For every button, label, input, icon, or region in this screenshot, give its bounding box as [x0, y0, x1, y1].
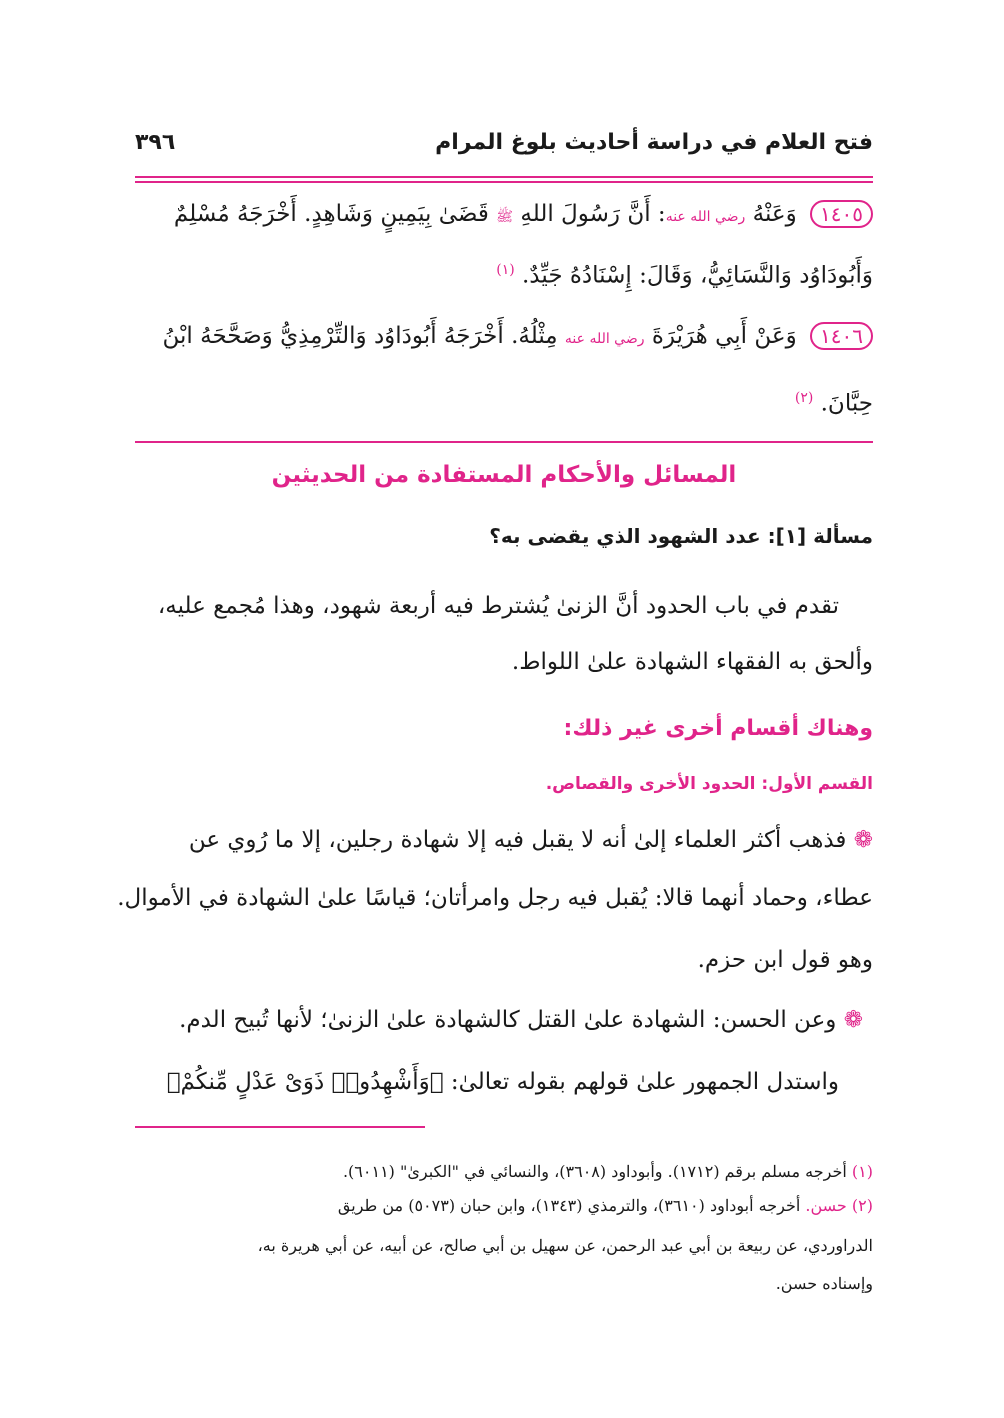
honorific-glyph: رضي الله عنه — [564, 331, 645, 347]
footnote-2-line: وإسناده حسن. — [775, 1274, 873, 1293]
footnote-2-line: الدراوردي، عن ربيعة بن أبي عبد الرحمن، عن سهيل بن أبي صالح، عن أبيه، عن أبي هريرة به، — [257, 1236, 873, 1255]
book-title: فتح العلام في دراسة أحاديث بلوغ المرام — [435, 130, 873, 155]
footnote-ref[interactable]: (١) — [496, 262, 515, 278]
paragraph-line: ❁ فذهب أكثر العلماء إلىٰ أنه لا يقبل فيه إلا شهادة رجلين، إلا ما رُوي عن — [188, 827, 873, 853]
footnote-number: (٢) — [851, 1196, 873, 1215]
header-rule — [135, 181, 873, 183]
header-rule — [135, 176, 873, 178]
page — [117, 0, 873, 1418]
footnote-ref[interactable]: (٢) — [794, 390, 814, 406]
paragraph-line: ❁ وعن الحسن: الشهادة علىٰ القتل كالشهادة علىٰ الزنىٰ؛ لأنها تُبيح الدم. — [179, 1007, 863, 1033]
page-number: ٣٩٦ — [135, 130, 176, 155]
paragraph-line: وألحق به الفقهاء الشهادة علىٰ اللواط. — [511, 649, 873, 675]
footnote-2: (٢) حسن. أخرجه أبوداود (٣٦١٠)، والترمذي (١٣٤٣)، وابن حبان (٥٠٧٣) من طريق — [337, 1196, 873, 1215]
running-header — [135, 128, 873, 168]
footnote-1: (١) أخرجه مسلم برقم (١٧١٢). وأبوداود (٣٦٠٨)، والنسائي في "الكبرىٰ" (٦٠١١). — [342, 1162, 873, 1181]
paragraph-line: تقدم في باب الحدود أنَّ الزنىٰ يُشترط فيه أربعة شهود، وهذا مُجمع عليه، — [157, 593, 839, 619]
hadith-1405-line2: وَأَبُودَاوُد وَالنَّسَائِيُّ، وَقَالَ: إِسْنَادُهُ جَيِّدٌ. $^{(١)}$ — [496, 262, 873, 289]
subheading: وهناك أقسام أخرى غير ذلك: — [563, 716, 873, 741]
question-heading: مسألة [١]: عدد الشهود الذي يقضى به؟ — [489, 524, 873, 548]
flower-ornament-icon: ❁ — [853, 827, 873, 853]
honorific-glyph: رضي الله عنه — [665, 209, 746, 225]
paragraph-line: عطاء، وحماد أنهما قالا: يُقبل فيه رجل وامرأتان؛ قياسًا علىٰ الشهادة في الأموال. — [117, 885, 873, 911]
hadith-number-badge: ١٤٠٥ — [810, 200, 873, 228]
hadith-1406-line2: حِبَّانَ. $^{(٢)}$ — [794, 390, 873, 417]
hadith-1406-line1: ١٤٠٦ وَعَنْ أَبِي هُرَيْرَةَ رضي الله عنه مِثْلُهُ. أَخْرَجَهُ أَبُودَاوُد وَالتِّرْمِذِيُّ وَصَحَّحَهُ ابْنُ — [135, 320, 873, 355]
honorific-glyph: ﷺ — [496, 209, 514, 225]
section-heading: المسائل والأحكام المستفادة من الحديثين — [271, 462, 737, 488]
hadith-1405-line1: ١٤٠٥ وَعَنْهُ رضي الله عنه: أَنَّ رَسُولَ اللهِ ﷺ قَضَىٰ بِيَمِينٍ وَشَاهِدٍ. أَخْرَجَهُ مُسْلِمٌ — [135, 198, 873, 233]
hadith-number-badge: ١٤٠٦ — [810, 322, 873, 350]
paragraph-line: واستدل الجمهور علىٰ قولهم بقوله تعالىٰ: ﴿وَأَشْهِدُوا۟ ذَوَىْ عَدْلٍ مِّنكُمْ﴾ — [166, 1069, 839, 1095]
subheading-minor: القسم الأول: الحدود الأخرى والقصاص. — [545, 774, 873, 794]
flower-ornament-icon: ❁ — [843, 1007, 863, 1033]
quran-verse: ﴿وَأَشْهِدُوا۟ ذَوَىْ عَدْلٍ مِّنكُمْ﴾ — [166, 1069, 444, 1095]
hadith-grade: حسن. — [805, 1196, 847, 1215]
footnote-number: (١) — [851, 1162, 873, 1181]
section-rule — [135, 441, 873, 443]
paragraph-line: وهو قول ابن حزم. — [697, 947, 873, 973]
footnote-rule — [135, 1126, 425, 1128]
